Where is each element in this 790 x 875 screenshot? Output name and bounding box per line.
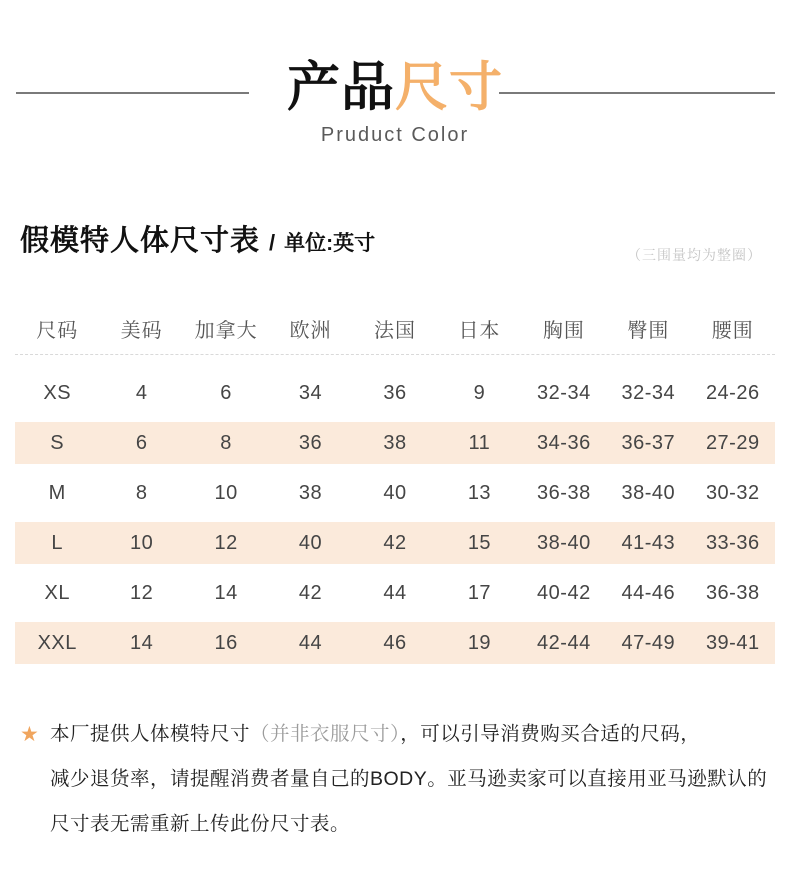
footer-line1-post: ，可以引导消费购买合适的尺码， [400,723,701,745]
cell-bust: 38-40 [537,531,591,554]
col-header-size: 尺码 [36,319,79,342]
cell-bust: 34-36 [537,431,591,454]
cell-europe: 44 [298,631,323,654]
cell-size: XS [43,381,72,404]
cell-france: 42 [383,531,407,554]
table-row-xs [15,368,775,418]
footer-line1-paren: （并非衣服尺寸） [250,723,401,745]
cell-japan: 17 [467,581,492,604]
cell-waist: 39-41 [705,631,760,654]
cell-waist: 24-26 [705,381,760,404]
cell-europe: 38 [298,481,323,504]
cell-france: 40 [383,481,407,504]
cell-size: L [51,531,64,554]
col-header-europe: 欧洲 [289,319,332,342]
cell-size: XXL [37,631,77,654]
page-title-accent: 尺寸 [395,58,503,117]
cell-hip: 44-46 [621,581,676,604]
section-unit: 单位:英寸 [284,232,376,255]
cell-japan: 9 [473,381,486,404]
cell-us: 6 [135,431,148,454]
cell-bust: 32-34 [537,381,591,404]
cell-waist: 36-38 [705,581,760,604]
footer-note [20,712,772,847]
table-row-s [15,418,775,468]
cell-hip: 38-40 [621,481,676,504]
col-header-bust: 胸围 [542,319,585,342]
table-row-xl [15,568,775,618]
size-table [15,302,775,668]
cell-us: 4 [135,381,148,404]
cell-us: 12 [130,581,154,604]
table-header-row [15,302,775,355]
section-note: （三围量均为整圈） [627,247,762,263]
cell-size: S [50,431,65,454]
cell-france: 44 [383,581,407,604]
cell-hip: 47-49 [621,631,676,654]
cell-us: 10 [130,531,154,554]
cell-japan: 15 [467,531,492,554]
cell-size: XL [44,581,70,604]
footer-line-3: 尺寸表无需重新上传此份尺寸表。 [50,813,351,835]
cell-size: M [48,481,66,504]
cell-canada: 10 [214,481,238,504]
cell-europe: 40 [298,531,323,554]
col-header-hip: 臀围 [627,319,670,342]
page-title [0,56,790,120]
footer-line1-pre: 本厂提供人体模特尺寸 [50,723,251,745]
cell-france: 36 [383,381,407,404]
table-row-m [15,468,775,518]
cell-bust: 36-38 [537,481,591,504]
star-icon: ★ [20,723,39,746]
cell-hip: 32-34 [621,381,676,404]
cell-canada: 12 [214,531,238,554]
footer-line-1 [50,712,772,757]
cell-waist: 27-29 [705,431,760,454]
footer-note-text [50,712,772,847]
cell-europe: 36 [298,431,323,454]
cell-hip: 41-43 [621,531,676,554]
table-row-l [15,518,775,568]
cell-bust: 40-42 [537,581,591,604]
page-title-black: 产品 [287,58,395,117]
cell-france: 38 [383,431,407,454]
cell-canada: 14 [214,581,238,604]
cell-us: 8 [135,481,148,504]
col-header-waist: 腰围 [711,319,754,342]
cell-bust: 42-44 [537,631,591,654]
section-slash: / [269,230,276,255]
cell-europe: 42 [298,581,323,604]
table-row-xxl [15,618,775,668]
cell-waist: 33-36 [705,531,760,554]
cell-canada: 16 [214,631,238,654]
cell-waist: 30-32 [705,481,760,504]
section-header [20,218,375,259]
page-subtitle: Pruduct Color [320,124,470,146]
col-header-us: 美码 [120,319,163,342]
cell-japan: 13 [467,481,492,504]
col-header-japan: 日本 [458,319,501,342]
cell-canada: 8 [220,431,232,454]
section-heading: 假模特人体尺寸表 [20,225,261,257]
cell-us: 14 [130,631,154,654]
col-header-france: 法国 [373,319,416,342]
col-header-canada: 加拿大 [194,319,258,342]
cell-canada: 6 [220,381,232,404]
cell-europe: 34 [298,381,323,404]
table-body [15,368,775,668]
cell-japan: 11 [468,431,491,454]
cell-france: 46 [383,631,407,654]
cell-hip: 36-37 [621,431,676,454]
footer-line-2: 减少退货率，请提醒消费者量自己的BODY。亚马逊卖家可以直接用亚马逊默认的 [50,768,768,790]
cell-japan: 19 [467,631,492,654]
